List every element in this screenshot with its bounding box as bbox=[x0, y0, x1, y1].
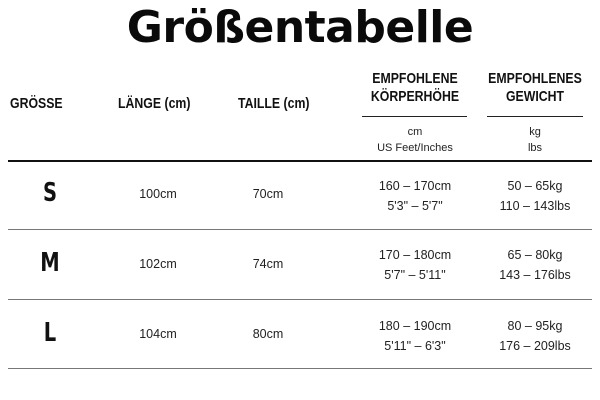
height-cm-value: 170 – 180cm bbox=[378, 248, 452, 262]
header-separator bbox=[8, 160, 592, 162]
height-header-rule bbox=[362, 116, 467, 117]
weight-lbs-value: 176 – 209lbs bbox=[499, 339, 571, 353]
weight-lbs-value: 110 – 143lbs bbox=[499, 199, 571, 213]
header-size: GRÖSSE bbox=[10, 95, 63, 112]
weight-header-rule bbox=[487, 116, 583, 117]
waist-value: 74cm bbox=[252, 257, 284, 271]
page-title: Größentabelle bbox=[126, 2, 474, 53]
row-divider bbox=[8, 229, 592, 230]
row-divider bbox=[8, 299, 592, 300]
unit-weight-metric: kg bbox=[529, 126, 541, 138]
header-weight-line1: EMPFOHLENES bbox=[488, 70, 582, 87]
height-ft-value: 5'7" – 5'11" bbox=[384, 268, 446, 282]
length-value: 102cm bbox=[139, 257, 177, 271]
size-label: S bbox=[42, 178, 58, 208]
header-height-line1: EMPFOHLENE bbox=[372, 70, 458, 87]
height-cm-value: 160 – 170cm bbox=[378, 179, 452, 193]
weight-lbs-value: 143 – 176lbs bbox=[499, 268, 571, 282]
unit-height-imperial: US Feet/Inches bbox=[377, 142, 453, 154]
header-waist: TAILLE (cm) bbox=[238, 95, 310, 112]
size-label: M bbox=[40, 248, 60, 278]
waist-value: 70cm bbox=[252, 187, 284, 201]
size-label: L bbox=[43, 318, 57, 348]
header-weight-line2: GEWICHT bbox=[505, 88, 565, 105]
weight-kg-value: 50 – 65kg bbox=[507, 179, 563, 193]
unit-weight-imperial: lbs bbox=[527, 142, 543, 154]
height-cm-value: 180 – 190cm bbox=[378, 319, 452, 333]
height-ft-value: 5'3" – 5'7" bbox=[387, 199, 443, 213]
header-length: LÄNGE (cm) bbox=[118, 95, 191, 112]
length-value: 104cm bbox=[139, 327, 177, 341]
height-ft-value: 5'11" – 6'3" bbox=[384, 339, 446, 353]
weight-kg-value: 80 – 95kg bbox=[507, 319, 563, 333]
weight-kg-value: 65 – 80kg bbox=[507, 248, 563, 262]
header-height-line2: KÖRPERHÖHE bbox=[370, 88, 460, 105]
waist-value: 80cm bbox=[252, 327, 284, 341]
row-divider bbox=[8, 368, 592, 369]
unit-height-metric: cm bbox=[407, 126, 423, 138]
length-value: 100cm bbox=[139, 187, 177, 201]
